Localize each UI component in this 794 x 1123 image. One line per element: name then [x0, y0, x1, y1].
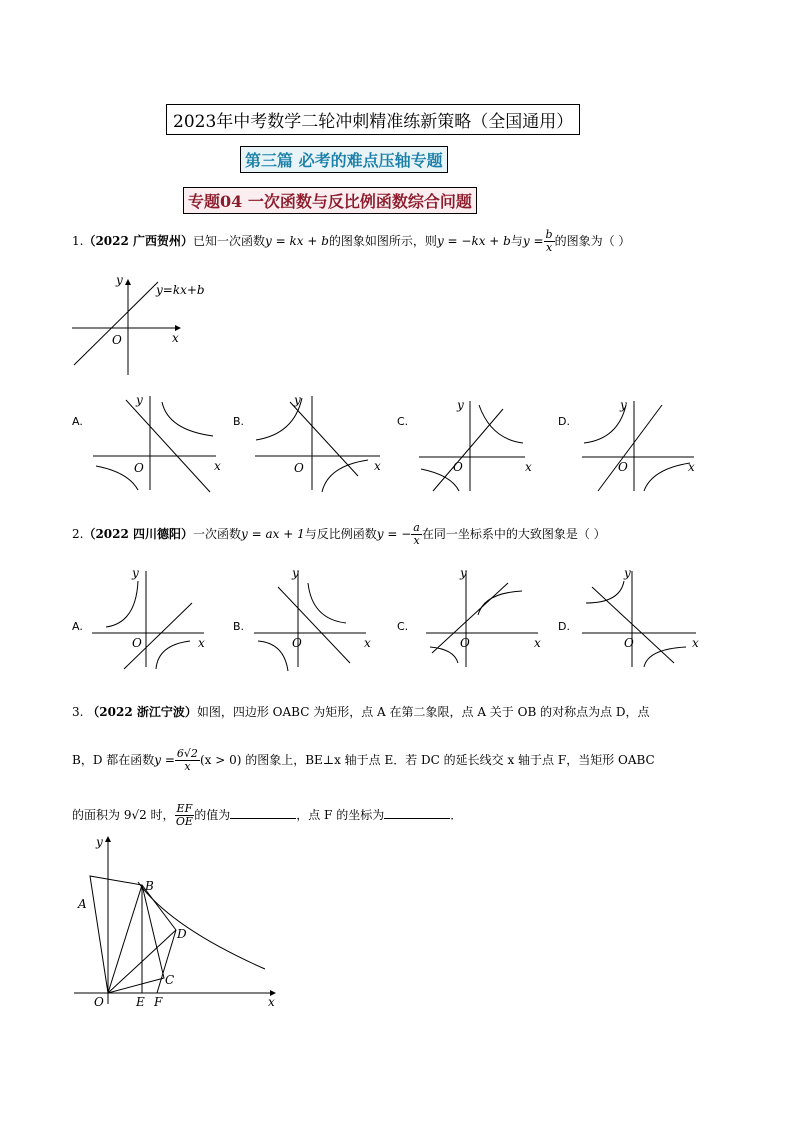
q1-source: （2022 广西贺州） — [83, 234, 194, 248]
origin-label: O — [134, 461, 144, 475]
answer-blank-2[interactable] — [384, 806, 450, 819]
q1-expr2: y = −kx + b — [436, 234, 511, 248]
q2-option-c-label[interactable]: C. — [397, 620, 409, 633]
q2-option-a-graph[interactable] — [88, 563, 213, 673]
q3-line2-fraction — [175, 748, 200, 773]
q1-text-d: 的图象为（ ） — [554, 234, 631, 248]
origin-label: O — [294, 461, 304, 475]
q1-given-graph — [68, 270, 228, 380]
q2-option-b-graph[interactable] — [250, 563, 380, 673]
q3-line1: 如图，四边形 OABC 为矩形，点 A 在第二象限，点 A 关于 OB 的对称点为点 D，点 — [196, 705, 650, 719]
q1-option-a-label[interactable]: A. — [72, 415, 83, 428]
q1-text-b: 的图象如图所示，则 — [328, 234, 437, 248]
y-label: y — [292, 566, 299, 580]
q1-option-b-label[interactable]: B. — [233, 415, 245, 428]
x-label: x — [374, 459, 381, 473]
q1-option-a-graph[interactable] — [88, 390, 228, 495]
question-3-line-2 — [72, 748, 655, 773]
q1-option-b-graph[interactable] — [250, 390, 390, 495]
origin-label: O — [453, 460, 463, 474]
q2-fraction — [411, 522, 422, 547]
q3-line2-lhs: y = — [154, 753, 175, 767]
q2-frac-num: a — [413, 521, 420, 534]
q1-text-a: 已知一次函数 — [193, 234, 266, 248]
q3-line3-d: ． — [450, 808, 463, 822]
q3-figure — [70, 832, 285, 1017]
graph-label: y=kx+b — [156, 283, 205, 297]
q2-text-c: 在同一坐标系中的大致图象是（ ） — [421, 527, 606, 541]
question-1-stem — [72, 229, 630, 254]
x-label: x — [198, 636, 205, 650]
question-3-line-1 — [72, 703, 650, 721]
q1-frac-num: b — [545, 228, 553, 241]
x-label: x — [692, 636, 699, 650]
q3-number: 3. — [72, 705, 84, 719]
q1-frac-lhs: y = — [522, 234, 544, 248]
q2-option-b-label[interactable]: B. — [233, 620, 245, 633]
q1-frac-den: x — [545, 241, 553, 254]
hyperbola-curve — [138, 882, 265, 969]
q2-text-b: 与反比例函数 — [304, 527, 377, 541]
label-y: y — [96, 835, 103, 849]
origin-label: O — [460, 636, 470, 650]
y-label: y — [624, 566, 631, 580]
label-o: O — [94, 995, 104, 1009]
q3-line3-c: ，点 F 的坐标为 — [296, 808, 385, 822]
q2-source: （2022 四川德阳） — [83, 527, 194, 541]
q3-line2-a: B，D 都在函数 — [72, 753, 155, 767]
label-x: x — [268, 995, 275, 1009]
question-3-line-3 — [72, 803, 462, 828]
q2-option-a-label[interactable]: A. — [72, 620, 83, 633]
q3-source: （2022 浙江宁波） — [87, 705, 197, 719]
label-b: B — [145, 879, 154, 893]
q2-option-c-graph[interactable] — [420, 563, 550, 673]
q1-fraction — [544, 229, 555, 254]
line-kx-b — [74, 282, 158, 365]
q3-line3-b: 的值为 — [194, 808, 231, 822]
q3-line2-den: x — [184, 760, 191, 773]
x-label: x — [364, 636, 371, 650]
y-label: y — [620, 398, 627, 412]
label-e: E — [136, 995, 145, 1009]
q2-number: 2. — [72, 527, 84, 541]
y-label: y — [116, 273, 123, 287]
q3-line3-a: 的面积为 9√2 时， — [72, 808, 175, 822]
x-label: x — [534, 636, 541, 650]
q1-option-d-graph[interactable] — [578, 395, 708, 495]
q3-line2-num: 6√2 — [176, 747, 198, 760]
y-label: y — [457, 398, 464, 412]
q2-text-a: 一次函数 — [193, 527, 242, 541]
q1-option-c-graph[interactable] — [415, 395, 540, 495]
answer-blank-1[interactable] — [230, 806, 296, 819]
q2-option-d-label[interactable]: D. — [558, 620, 570, 633]
q3-line2-b: (x > 0) 的图象上，BE⊥x 轴于点 E．若 DC 的延长线交 x 轴于点 F，当矩形 OABC — [199, 753, 655, 767]
q3-line3-num: EF — [176, 802, 193, 815]
q2-frac-den: x — [413, 534, 420, 547]
x-label: x — [525, 460, 532, 474]
part-title: 第三篇 必考的难点压轴专题 — [240, 146, 448, 173]
question-2-stem — [72, 522, 606, 547]
q1-option-d-label[interactable]: D. — [558, 415, 570, 428]
q2-option-d-graph[interactable] — [578, 563, 703, 673]
label-c: C — [165, 973, 175, 987]
origin-label: O — [132, 636, 142, 650]
q3-line3-fraction — [175, 803, 195, 828]
origin-label: O — [112, 333, 122, 347]
document-title: 2023年中考数学二轮冲刺精准练新策略（全国通用） — [166, 104, 580, 135]
q1-number: 1. — [72, 234, 84, 248]
q1-expr1: y = kx + b — [265, 234, 329, 248]
y-label: y — [136, 393, 143, 407]
y-label: y — [460, 566, 467, 580]
topic-title: 专题04 一次函数与反比例函数综合问题 — [183, 187, 477, 214]
label-a: A — [78, 897, 87, 911]
q1-option-c-label[interactable]: C. — [397, 415, 409, 428]
origin-label: O — [292, 636, 302, 650]
q3-line3-den: OE — [175, 815, 193, 828]
y-label: y — [294, 393, 301, 407]
x-label: x — [172, 331, 179, 345]
q2-expr1: y = ax + 1 — [241, 527, 305, 541]
x-label: x — [214, 459, 221, 473]
origin-label: O — [618, 460, 628, 474]
q2-frac-lhs: y = − — [376, 527, 412, 541]
label-d: D — [177, 927, 187, 941]
origin-label: O — [624, 636, 634, 650]
q1-text-c: 与 — [510, 234, 523, 248]
x-label: x — [688, 460, 695, 474]
label-f: F — [154, 995, 163, 1009]
y-label: y — [132, 566, 139, 580]
